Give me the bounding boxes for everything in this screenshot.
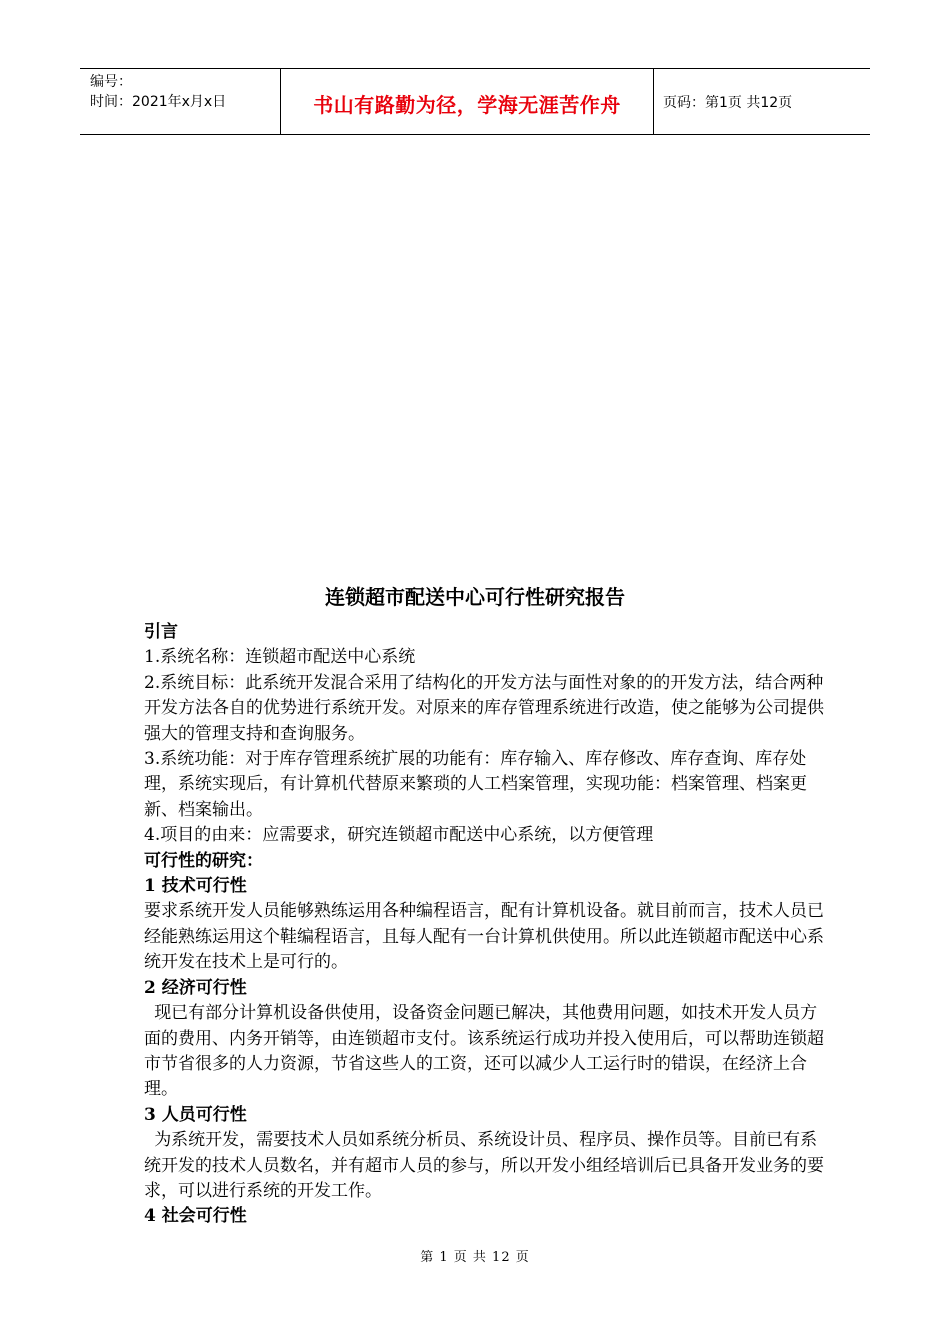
intro-item-function: 3.系统功能：对于库存管理系统扩展的功能有：库存输入、库存修改、库存查询、库存处理，系统实现后，有计算机代替原来繁琐的人工档案管理，实现功能：档案管理、档案更新、档案输出。 (144, 749, 807, 820)
header-info-cell (80, 69, 281, 134)
header-table (80, 68, 870, 135)
page-footer: 第 1 页 共 12 页 (420, 1250, 530, 1265)
section-body-personnel: 为系统开发，需要技术人员如系统分析员、系统设计员、程序员、操作员等。目前已有系统开发的技术人员数名，并有超市人员的参与，所以开发小组经培训后已具备开发业务的要求，可以进行系统的开发工作。 (144, 1130, 824, 1201)
feasibility-heading: 可行性的研究： (144, 850, 263, 871)
section-heading-personnel: 3 人员可行性 (144, 1104, 247, 1125)
header-motto: 书山有路勤为径，学海无涯苦作舟 (313, 93, 621, 117)
intro-heading: 引言 (144, 622, 178, 642)
section-heading-social: 4 社会可行性 (144, 1206, 247, 1227)
intro-item-goal: 2.系统目标：此系统开发混合采用了结构化的开发方法与面性对象的的开发方法，结合两种开发方法各自的优势进行系统开发。对原来的库存管理系统进行改造，使之能够为公司提供强大的管理支持和查询服务。 (144, 672, 824, 744)
intro-item-origin: 4.项目的由来：应需要求，研究连锁超市配送中心系统，以方便管理 (144, 825, 654, 846)
section-body-economic: 现已有部分计算机设备供使用，设备资金问题已解决，其他费用问题，如技术开发人员方面的费用、内务开销等，由连锁超市支付。该系统运行成功并投入使用后，可以帮助连锁超市节省很多的人力资源，节省这些人的工资，还可以减少人工运行时的错误，在经济上合理。 (144, 1003, 824, 1100)
header-page-cell (654, 69, 870, 134)
document-time-label: 时间：2021年x月x日 (90, 94, 227, 110)
document-number-label: 编号： (90, 74, 132, 90)
document-title: 连锁超市配送中心可行性研究报告 (325, 585, 625, 609)
section-body-technical: 要求系统开发人员能够熟练运用各种编程语言，配有计算机设备。就目前而言，技术人员已经能熟练运用这个鞋编程语言，且每人配有一台计算机供使用。所以此连锁超市配送中心系统开发在技术上是可行的。 (144, 901, 824, 973)
section-heading-technical: 1 技术可行性 (144, 876, 247, 897)
header-motto-cell (281, 69, 654, 134)
document-body (144, 620, 824, 1230)
intro-item-name: 1.系统名称：连锁超市配送中心系统 (144, 647, 416, 668)
header-page-label: 页码：第1页 共12页 (663, 94, 793, 111)
section-heading-economic: 2 经济可行性 (144, 977, 247, 998)
